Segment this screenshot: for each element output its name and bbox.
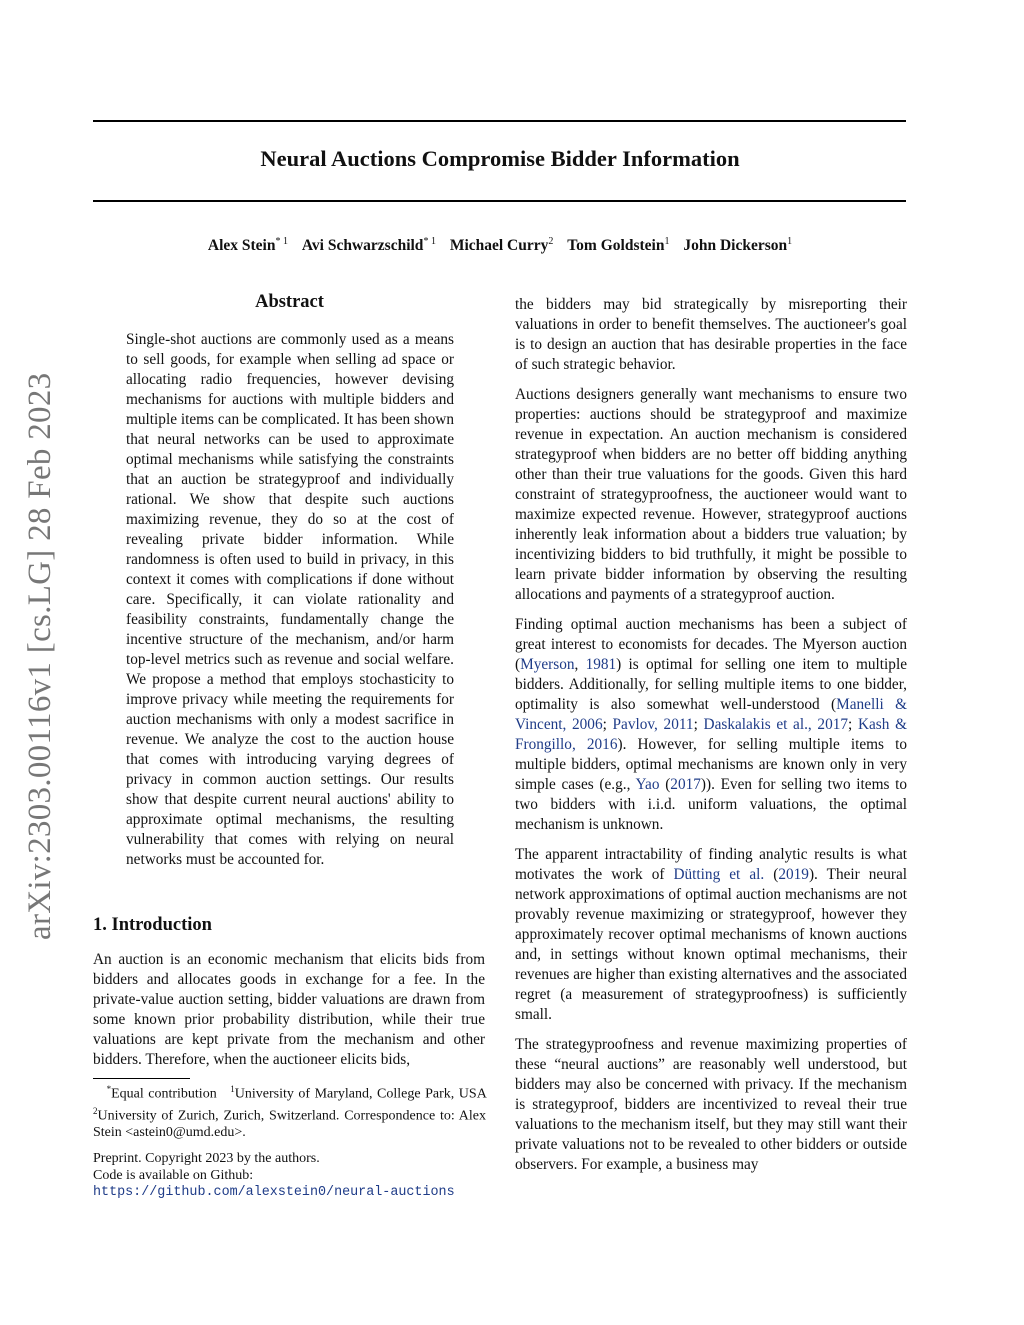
footnote-mark: 1 [230,1084,235,1094]
paragraph [515,1035,907,1175]
text-segment: ) is optimal for selling one item to multiple bidders. Additionally, for selling multiple items to one bidder, optimality is also somewhat well-understood ( [515,656,907,713]
author [208,237,288,254]
citation-link[interactable]: Pavlov, 2011 [612,716,694,733]
text-segment: )). Even for selling two items to two bidders with i.i.d. uniform valuations, the optimal mechanism is unknown. [515,776,908,833]
github-link[interactable]: https://github.com/alexstein0/neural-auctions [93,1185,455,1200]
text-segment: Finding optimal auction mechanisms has been a subject of great interest to economists for decades. The Myerson auction ( [515,616,907,673]
footnote-mark: * [106,1084,112,1094]
equal-contribution-note: Equal contribution [111,1086,217,1102]
author-affiliation: 1 [664,236,670,247]
citation-link[interactable]: 2019 [778,866,809,883]
footnotes [93,1081,486,1141]
paragraph [515,295,907,375]
text-segment: the bidders may bid strategically by misreporting their valuations in order to benefit themselves. The auctioneer's goal is to design an auction that has desirable properties in the face of such strategic behavior. [515,296,907,373]
affiliation-1: University of Maryland, College Park, USA [234,1086,487,1102]
text-segment: ; [602,716,613,733]
abstract-heading: Abstract [255,292,324,312]
text-segment: The apparent intractability of finding analytic results is what motivates the work of [515,846,907,883]
citation-link[interactable]: Yao [635,776,660,793]
citation-link[interactable]: Manelli & Vincent, 2006 [515,696,907,733]
title-bottom-rule [93,200,906,202]
text-segment: Auctions designers generally want mechanisms to ensure two properties: auctions should be strategyproof and maximize revenue in expectation. An auction mechanism is considered strategyproof when bidders are no better off bidding anything other than their true valuations for the goods. Given this hard constraint of strategyproofness, the auctioneer would want to maximize expected revenue. However, strategyproof auctions inherently leak information about a bidders true valuation; by incentivizing bidders to bid truthfully, it might be possible to learn private bidder information by observing the resulting allocations and payments of a strategyproof auction. [515,386,907,603]
preprint-notice [93,1150,513,1201]
author-name: Tom Goldstein [567,237,665,255]
paper-title: Neural Auctions Compromise Bidder Information [260,146,740,171]
abstract-text: Single-shot auctions are commonly used as a means to sell goods, for example when selling ad space or allocating radio frequencies, however devising mechanisms for auctions with multiple bidders and multiple items can be complicated. It has been shown that neural networks can be used to approximate optimal mechanisms while satisfying the constraints that an auction be strategyproof and individually rational. We show that despite such auctions maximizing revenue, they do so at the cost of revealing private bidder information. While randomness is often used to build in privacy, in this context it comes with complications if done without care. Specifically, it can violate rationality and feasibility constraints, fundamentally change the incentive structure of the mechanism, and/or harm top-level metrics such as revenue and social welfare. We propose a method that employs stochasticity to improve privacy while meeting the requirements for auction mechanisms with only a modest sacrifice in revenue. We analyze the cost to the auction house that comes with introducing varying degrees of privacy in common auction settings. Our results show that despite current neural auctions' ability to approximate optimal mechanisms, the resulting vulnerability that comes with relying on neural networks must be accounted for. [126,331,454,868]
top-rule [93,120,906,122]
author-name: Avi Schwarzschild [301,237,424,255]
paragraph [515,845,907,1025]
author-affiliation: * 1 [275,236,288,247]
footnote-mark: 2 [93,1105,98,1116]
citation-link[interactable]: Kash & Frongillo, 2016 [515,716,907,753]
author-list [0,236,1000,255]
code-note: Code is available on Github: [93,1168,254,1183]
citation-link[interactable]: 2017 [670,776,701,793]
author [567,237,669,254]
author-name: Michael Curry [449,237,549,255]
citation-link[interactable]: 1981 [585,656,617,673]
text-segment: ). Their neural network approximations of optimal auction mechanisms are not provably revenue maximizing or strategyproof, however they approximately recover optimal mechanisms of known auctions and, in settings without known optimal mechanisms, their revenues are higher than existing alternatives and the associated regret (a measurement of strategyproofness) is sufficiently small. [515,866,907,1023]
text-segment: ( [659,776,671,793]
abstract-body [126,330,454,880]
author-name: Alex Stein [207,237,276,255]
text-segment: The strategyproofness and revenue maximizing properties of these “neural auctions” are reasonably well understood, but bidders may also be concerned with privacy. If the mechanism is strategyproof, bidders are incentivized to reveal their true valuations to the mechanism itself, but they may still want their private valuations not to be revealed to other bidders or outside observers. For example, a business may [515,1036,907,1173]
text-segment: ; [848,716,858,733]
author-name: John Dickerson [683,237,788,255]
text-segment: ). However, for selling multiple items to multiple bidders, optimal mechanisms are known only in very simple cases (e.g., [515,736,908,793]
text-segment: ( [764,866,779,883]
footnote-rule [93,1078,190,1079]
paragraph: An auction is an economic mechanism that elicits bids from bidders and allocates goods in exchange for a fee. In the private-value auction setting, bidder valuations are drawn from some known prior probability distribution, while their true valuations are kept private from the mechanism and other bidders. Therefore, when the auctioneer elicits bids, [93,951,485,1068]
author-affiliation: * 1 [423,236,436,247]
author-affiliation: 1 [787,236,793,247]
introduction-left-column [93,950,485,1080]
citation-link[interactable]: Dütting et al. [673,866,765,883]
affiliation-2: University of Zurich, Zurich, Switzerland. Correspondence to: Alex Stein <astein0@umd.edu>. [93,1108,486,1141]
author-affiliation: 2 [548,236,554,247]
citation-link[interactable]: Daskalakis et al., 2017 [703,716,849,733]
citation-link[interactable]: Myerson [520,656,575,673]
introduction-heading: 1. Introduction [93,915,212,935]
author [450,237,554,254]
author [683,237,792,254]
paragraph [515,615,907,835]
author [302,237,436,254]
paragraph [515,385,907,605]
right-column [515,295,907,1185]
text-segment: ; [693,716,704,733]
arxiv-identifier: arXiv:2303.00116v1 [cs.LG] 28 Feb 2023 [22,372,58,940]
text-segment: , [574,656,586,673]
copyright-note: Preprint. Copyright 2023 by the authors. [93,1151,320,1166]
